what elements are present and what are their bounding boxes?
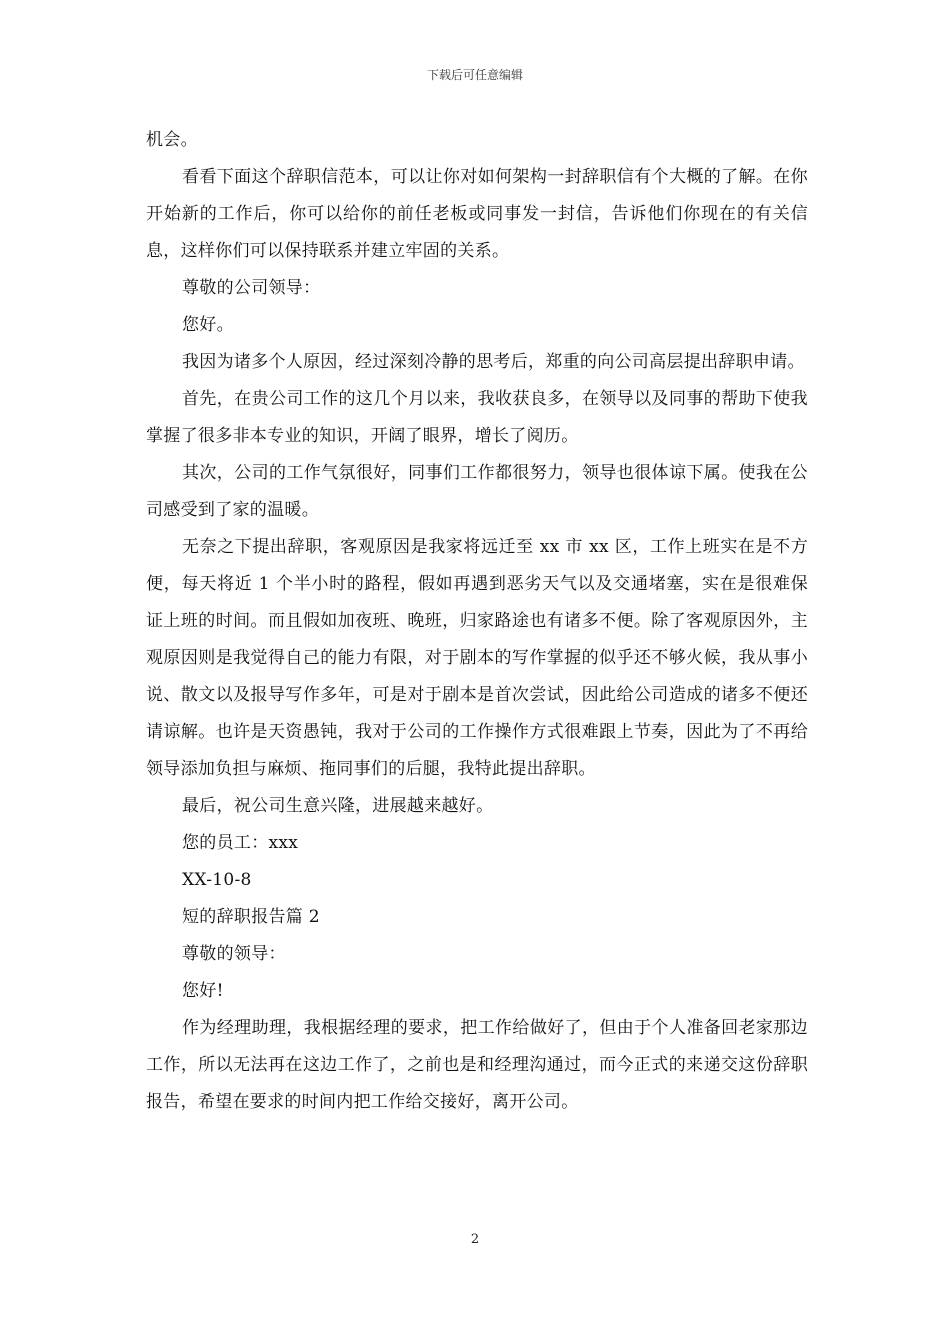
- letter-date: XX-10-8: [182, 870, 252, 890]
- letter-salutation: 尊敬的公司领导：: [182, 278, 321, 298]
- paragraph-first: 首先，在贵公司工作的这几个月以来，我收获良多，在领导以及同事的帮助下使我掌握了很多非本专业的知识，开阔了眼界，增长了阅历。: [146, 389, 808, 446]
- paragraph-intro: 看看下面这个辞职信范本，可以让你对如何架构一封辞职信有个大概的了解。在你开始新的工作后，你可以给你的前任老板或同事发一封信，告诉他们你现在的有关信息，这样你们可以保持联系并建立牢固的关系。: [146, 167, 808, 261]
- paragraph-second: 其次，公司的工作气氛很好，同事们工作都很努力，领导也很体谅下属。使我在公司感受到了家的温暖。: [146, 463, 808, 520]
- letter-signature: 您的员工：xxx: [182, 833, 299, 853]
- paragraph-closing-wish: 最后，祝公司生意兴隆，进展越来越好。: [182, 796, 494, 816]
- paragraph-reasons: 无奈之下提出辞职，客观原因是我家将远迁至 xx 市 xx 区，工作上班实在是不方便，每天将近 1 个半小时的路程，假如再遇到恶劣天气以及交通堵塞，实在是很难保证上班的时间。而且假如加夜班、晚班，归家路途也有诸多不便。除了客观原因外，主观原因则是我觉得自己的能力有限，对于剧本的写作掌握的似乎还不够火候，我从事小说、散文以及报导写作多年，可是对于剧本是首次尝试，因此给公司造成的诸多不便还请谅解。也许是天资愚钝，我对于公司的工作操作方式很难跟上节奏，因此为了不再给领导添加负担与麻烦、拖同事们的后腿，我特此提出辞职。: [146, 537, 808, 779]
- paragraph-resignation-request: 我因为诸多个人原因，经过深刻冷静的思考后，郑重的向公司高层提出辞职申请。: [182, 352, 805, 372]
- paragraph-continuation: 机会。: [146, 130, 198, 150]
- section-title: 短的辞职报告篇 2: [182, 907, 320, 927]
- letter-greeting: 您好。: [182, 315, 234, 335]
- letter2-greeting: 您好!: [182, 981, 224, 1001]
- letter2-body-paragraph: 作为经理助理，我根据经理的要求，把工作给做好了，但由于个人准备回老家那边工作，所以无法再在这边工作了，之前也是和经理沟通过，而今正式的来递交这份辞职报告，希望在要求的时间内把工作给交接好，离开公司。: [146, 1018, 808, 1112]
- letter2-salutation: 尊敬的领导：: [182, 944, 286, 964]
- document-body: [146, 122, 808, 1121]
- page-header: 下载后可任意编辑: [426, 68, 523, 82]
- page-number: 2: [470, 1232, 480, 1247]
